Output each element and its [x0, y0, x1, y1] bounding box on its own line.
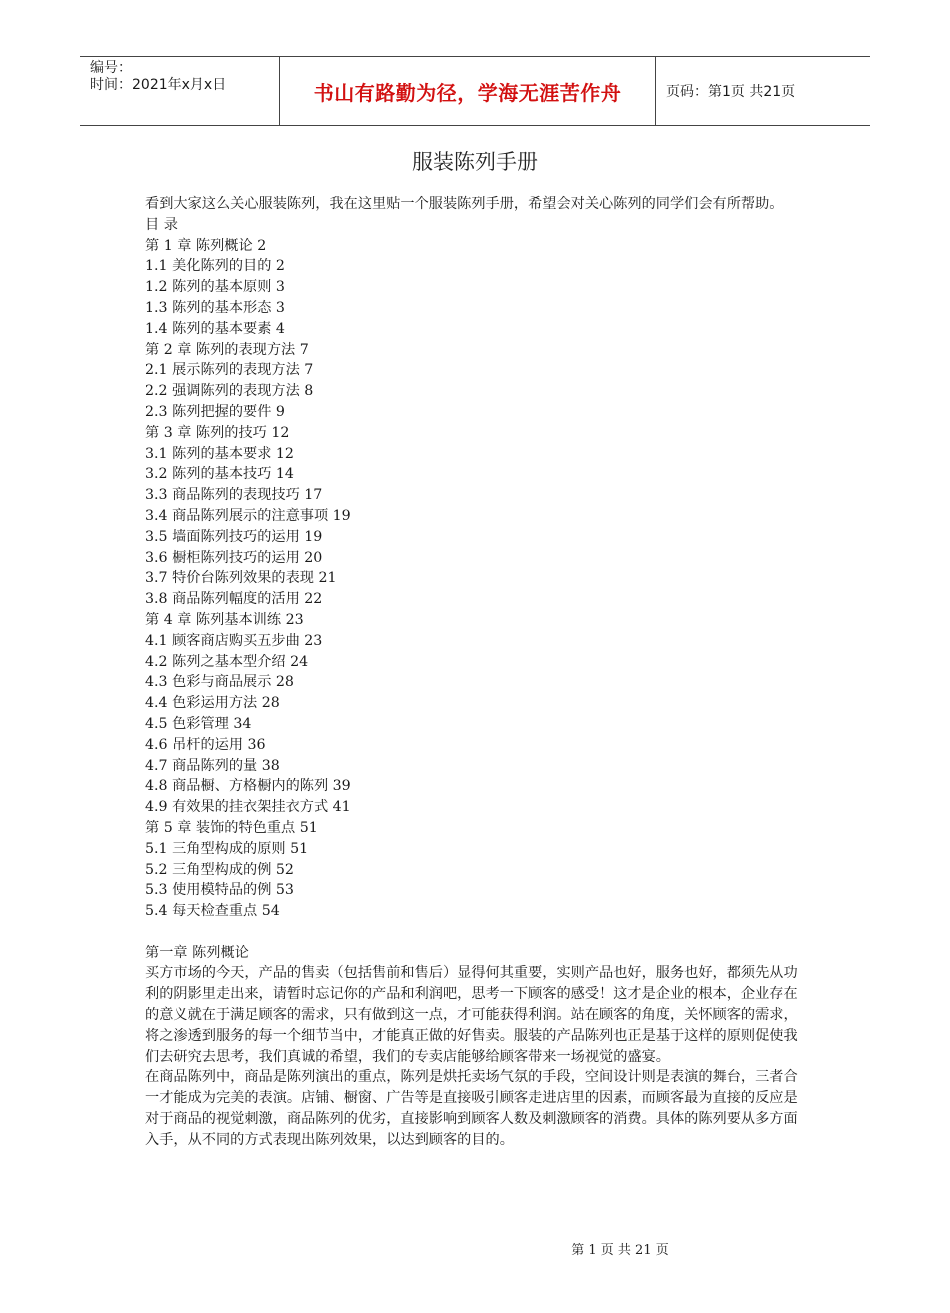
toc-item: 4.6 吊杆的运用 36 [145, 736, 266, 753]
page-footer: 第 1 页 共 21 页 [571, 1243, 669, 1258]
header-meta [80, 57, 280, 125]
toc-heading: 目 录 [145, 216, 178, 233]
toc-item: 3.2 陈列的基本技巧 14 [145, 466, 294, 483]
toc-item: 1.4 陈列的基本要素 4 [145, 320, 285, 337]
toc-item: 2.1 展示陈列的表现方法 7 [145, 362, 314, 379]
toc-item: 3.5 墙面陈列技巧的运用 19 [145, 528, 323, 545]
number-label: 编号： [90, 60, 132, 76]
toc-item: 4.3 色彩与商品展示 28 [145, 674, 294, 691]
toc-item: 1.2 陈列的基本原则 3 [145, 279, 285, 296]
table-of-contents [145, 236, 810, 922]
body-paragraph-2: 在商品陈列中，商品是陈列演出的重点，陈列是烘托卖场气氛的手段，空间设计则是表演的舞台，三者合一才能成为完美的表演。店铺、橱窗、广告等是直接吸引顾客走进店里的因素，而顾客最为直接的反应是对于商品的视觉刺激，商品陈列的优劣，直接影响到顾客人数及刺激顾客的消费。具体的陈列要从多方面入手，从不同的方式表现出陈列效果，以达到顾客的目的。 [145, 1069, 798, 1148]
toc-item: 4.8 商品橱、方格橱内的陈列 39 [145, 778, 351, 795]
toc-item: 3.3 商品陈列的表现技巧 17 [145, 487, 323, 504]
toc-item: 第 3 章 陈列的技巧 12 [145, 424, 290, 441]
toc-item: 4.2 陈列之基本型介绍 24 [145, 653, 309, 670]
toc-item: 2.3 陈列把握的要件 9 [145, 403, 285, 420]
toc-item: 4.7 商品陈列的量 38 [145, 757, 280, 774]
toc-item: 3.4 商品陈列展示的注意事项 19 [145, 507, 351, 524]
toc-item: 5.4 每天检查重点 54 [145, 903, 280, 920]
toc-item: 第 1 章 陈列概论 2 [145, 237, 267, 254]
page-info: 页码：第1页 共21页 [666, 84, 796, 100]
header-motto-cell [280, 57, 656, 125]
toc-item: 3.8 商品陈列幅度的活用 22 [145, 591, 323, 608]
toc-item: 1.3 陈列的基本形态 3 [145, 299, 285, 316]
toc-item: 4.9 有效果的挂衣架挂衣方式 41 [145, 799, 351, 816]
toc-item: 5.1 三角型构成的原则 51 [145, 840, 309, 857]
intro-paragraph: 看到大家这么关心服装陈列，我在这里贴一个服装陈列手册，希望会对关心陈列的同学们会有所帮助。 [145, 196, 784, 212]
document-body [145, 194, 810, 1151]
toc-item: 3.6 橱柜陈列技巧的运用 20 [145, 549, 323, 566]
toc-item: 1.1 美化陈列的目的 2 [145, 258, 285, 275]
toc-item: 4.5 色彩管理 34 [145, 715, 252, 732]
motto: 书山有路勤为径，学海无涯苦作舟 [313, 80, 622, 105]
toc-item: 5.3 使用模特品的例 53 [145, 882, 294, 899]
toc-item: 2.2 强调陈列的表现方法 8 [145, 383, 314, 400]
toc-item: 5.2 三角型构成的例 52 [145, 861, 294, 878]
header-table [80, 56, 870, 126]
body-paragraph-1: 买方市场的今天，产品的售卖（包括售前和售后）显得何其重要，实则产品也好，服务也好，都须先从功利的阴影里走出来，请暂时忘记你的产品和利润吧，思考一下顾客的感受！这才是企业的根本，企业存在的意义就在于满足顾客的需求，只有做到这一点，才可能获得利润。站在顾客的角度，关怀顾客的需求，将之渗透到服务的每一个细节当中，才能真正做的好售卖。服装的产品陈列也正是基于这样的原则促使我们去研究去思考，我们真诚的希望，我们的专卖店能够给顾客带来一场视觉的盛宴。 [145, 965, 798, 1065]
header-page-info [656, 57, 870, 125]
time-label: 时间：2021年x月x日 [90, 77, 227, 93]
toc-item: 3.7 特价台陈列效果的表现 21 [145, 570, 337, 587]
spacer [145, 922, 810, 943]
document-title: 服装陈列手册 [412, 150, 538, 174]
toc-item: 第 5 章 装饰的特色重点 51 [145, 819, 318, 836]
toc-item: 第 2 章 陈列的表现方法 7 [145, 341, 309, 358]
chapter-heading: 第一章 陈列概论 [145, 944, 249, 961]
toc-item: 4.4 色彩运用方法 28 [145, 695, 280, 712]
toc-item: 4.1 顾客商店购买五步曲 23 [145, 632, 323, 649]
toc-item: 3.1 陈列的基本要求 12 [145, 445, 294, 462]
toc-item: 第 4 章 陈列基本训练 23 [145, 611, 304, 628]
